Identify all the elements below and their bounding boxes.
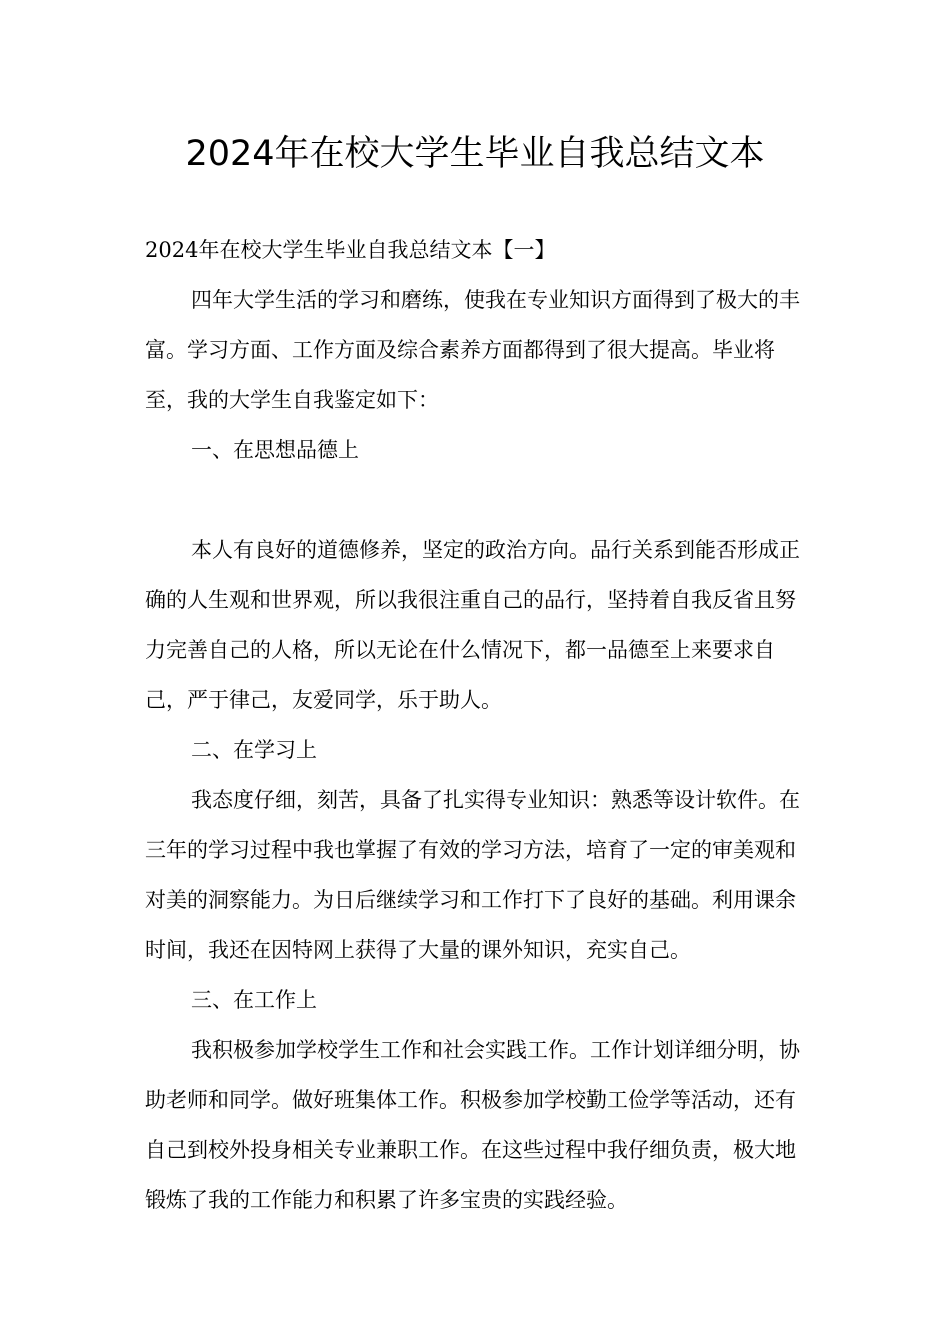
blank-line (145, 475, 815, 525)
heading-work: 三、在工作上 (191, 988, 317, 1012)
document-title: 2024年在校大学生毕业自我总结文本 (185, 134, 765, 174)
paragraph-moral: 本人有良好的道德修养，坚定的政治方向。品行关系到能否形成正确的人生观和世界观，所以我很注重自己的品行，坚持着自我反省且努力完善自己的人格，所以无论在什么情况下，都一品德至上来要求自己，严于律己，友爱同学，乐于助人。 (145, 538, 800, 712)
document-body (145, 225, 815, 1225)
paragraph-study: 我态度仔细，刻苦，具备了扎实得专业知识：熟悉等设计软件。在三年的学习过程中我也掌握了有效的学习方法，培育了一定的审美观和对美的洞察能力。为日后继续学习和工作打下了良好的基础。利用课余时间，我还在因特网上获得了大量的课外知识，充实自己。 (145, 788, 800, 962)
paragraph-intro: 四年大学生活的学习和磨练，使我在专业知识方面得到了极大的丰富。学习方面、工作方面及综合素养方面都得到了很大提高。毕业将至，我的大学生自我鉴定如下： (145, 288, 800, 412)
section-subtitle: 2024年在校大学生毕业自我总结文本【一】 (145, 238, 556, 262)
paragraph-work: 我积极参加学校学生工作和社会实践工作。工作计划详细分明，协助老师和同学。做好班集体工作。积极参加学校勤工俭学等活动，还有自己到校外投身相关专业兼职工作。在这些过程中我仔细负责，极大地锻炼了我的工作能力和积累了许多宝贵的实践经验。 (145, 1038, 800, 1212)
heading-study: 二、在学习上 (191, 738, 317, 762)
heading-moral: 一、在思想品德上 (191, 438, 359, 462)
